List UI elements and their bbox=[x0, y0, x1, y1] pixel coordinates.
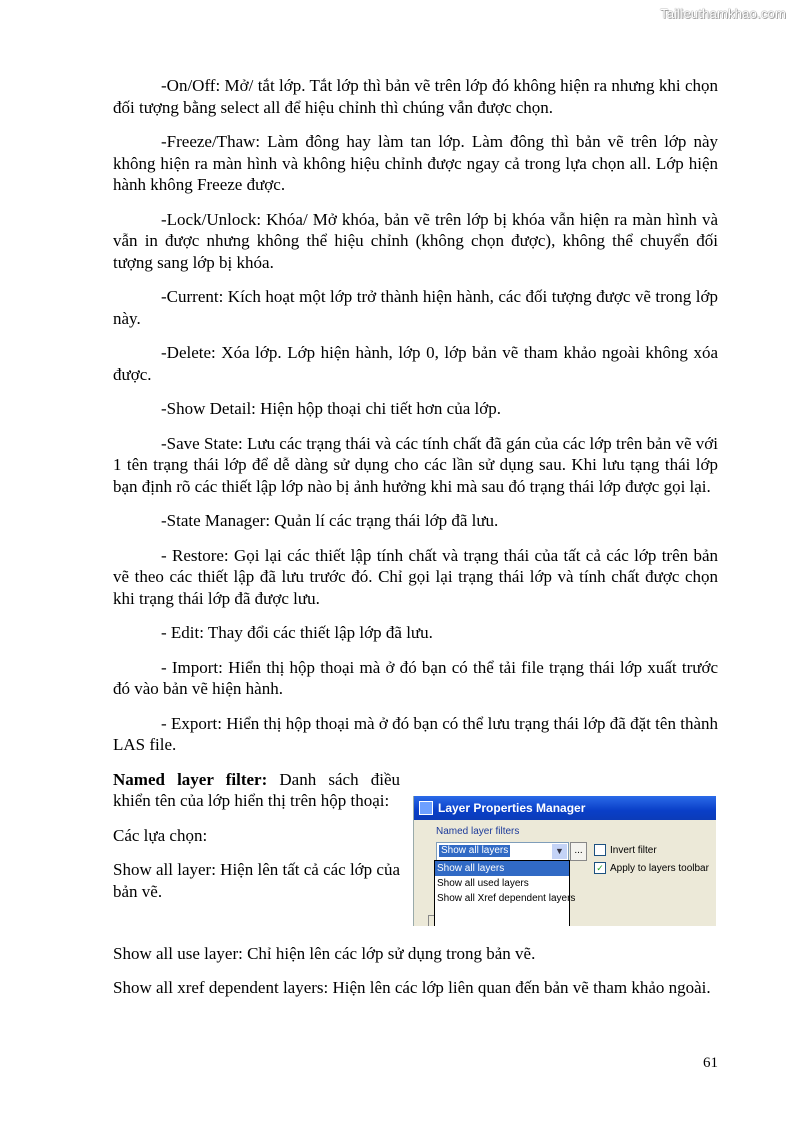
choices-label: Các lựa chọn: bbox=[113, 825, 208, 845]
dialog-title: Layer Properties Manager bbox=[438, 801, 586, 815]
select-value: Show all layers bbox=[441, 845, 509, 856]
paragraph-show-detail: -Show Detail: Hiện hộp thoại chi tiết hơn của lớp. bbox=[161, 399, 501, 418]
paragraph-show-all-use: Show all use layer: Chỉ hiện lên các lớp sử dụng trong bản vẽ. bbox=[113, 943, 536, 963]
show-all-layer-paragraph: Show all layer: Hiện lên tất cả các lớp của bản vẽ. bbox=[113, 860, 401, 901]
paragraph-delete: -Delete: Xóa lớp. Lớp hiện hành, lớp 0, lớp bản vẽ tham khảo ngoài không xóa được. bbox=[113, 343, 718, 384]
named-filters-label: Named layer filters bbox=[436, 826, 520, 837]
paragraph-restore: - Restore: Gọi lại các thiết lập tính chất và trạng thái của tất cả các lớp trên bản vẽ theo các thiết lập đã lưu trước đó. Chỉ gọi lại trạng thái lớp và tính chất được chọn khi trạng thái lớp đã được lưu. bbox=[113, 545, 718, 608]
named-filter-select[interactable] bbox=[436, 842, 569, 861]
named-filter-paragraph bbox=[113, 769, 400, 812]
named-filter-text bbox=[113, 769, 400, 903]
apply-toolbar-checkbox[interactable] bbox=[594, 862, 709, 874]
paragraph-import: - Import: Hiển thị hộp thoại mà ở đó bạn có thể tải file trạng thái lớp xuất trước đó vào bản vẽ hiện hành. bbox=[113, 657, 718, 698]
page-number: 61 bbox=[703, 1055, 718, 1071]
filter-dialog-button[interactable]: ... bbox=[570, 842, 587, 861]
option-show-used-layers[interactable]: Show all used layers bbox=[437, 878, 529, 889]
named-filter-description: Danh sách điều khiển tên của lớp hiển thị trên hộp thoại: bbox=[113, 769, 400, 810]
option-show-xref-layers[interactable]: Show all Xref dependent layers bbox=[437, 893, 576, 904]
named-filter-heading: Named layer filter: bbox=[113, 769, 268, 789]
checkbox-checked-icon: ✓ bbox=[594, 862, 606, 874]
paragraph-freeze-thaw: -Freeze/Thaw: Làm đông hay làm tan lớp. Làm đông thì bản vẽ trên lớp này không hiện ra màn hình và không hiệu chỉnh được ngay cả trong lựa chọn all. Lớp hiện hành không Freeze được. bbox=[113, 132, 718, 194]
paragraph-edit: - Edit: Thay đổi các thiết lập lớp đã lưu. bbox=[161, 623, 433, 642]
paragraph-lock-unlock: -Lock/Unlock: Khóa/ Mở khóa, bản vẽ trên lớp bị khóa vẫn hiện ra màn hình và vẫn in được nhưng không thể hiệu chỉnh (không chọn được), không thể chuyển đối tượng sang lớp bị khóa. bbox=[113, 209, 718, 272]
invert-filter-checkbox[interactable] bbox=[594, 844, 657, 856]
watermark: Tailieuthamkhao.com bbox=[660, 6, 786, 21]
paragraph-state-manager: -State Manager: Quản lí các trạng thái lớp đã lưu. bbox=[161, 511, 499, 530]
paragraph-show-all-xref: Show all xref dependent layers: Hiện lên các lớp liên quan đến bản vẽ tham khảo ngoài. bbox=[113, 978, 711, 997]
dialog-titlebar bbox=[414, 796, 716, 820]
chevron-down-icon[interactable]: ▼ bbox=[552, 844, 567, 859]
invert-filter-label: Invert filter bbox=[610, 844, 657, 856]
paragraph-save-state: -Save State: Lưu các trạng thái và các tính chất đã gán của các lớp trên bản vẽ với 1 tên trạng thái lớp để dễ dàng sử dụng cho các lần sử dụng sau. Khi lưu tạng thái lớp bạn định rõ các thiết lập lớp nào bị ảnh hưởng khi mà sau đó trạng thái lớp được gọi lại. bbox=[113, 433, 718, 496]
apply-toolbar-label: Apply to layers toolbar bbox=[610, 862, 709, 874]
filter-dropdown-list bbox=[434, 860, 576, 926]
paragraph-export: - Export: Hiển thị hộp thoại mà ở đó bạn có thể lưu trạng thái lớp đã đặt tên thành LAS file. bbox=[113, 713, 718, 754]
paragraph-current: -Current: Kích hoạt một lớp trở thành hiện hành, các đối tượng được vẽ trong lớp này. bbox=[113, 287, 718, 328]
layer-properties-screenshot bbox=[413, 796, 716, 926]
app-icon bbox=[419, 801, 433, 815]
option-show-all-layers[interactable]: Show all layers bbox=[435, 861, 569, 876]
paragraph-on-off: -On/Off: Mở/ tắt lớp. Tắt lớp thì bản vẽ trên lớp đó không hiện ra nhưng khi chọn đối tượng bằng select all để hiệu chỉnh thì chúng vẫn được chọn. bbox=[113, 76, 718, 117]
dialog-body bbox=[414, 820, 716, 926]
checkbox-unchecked-icon bbox=[594, 844, 606, 856]
